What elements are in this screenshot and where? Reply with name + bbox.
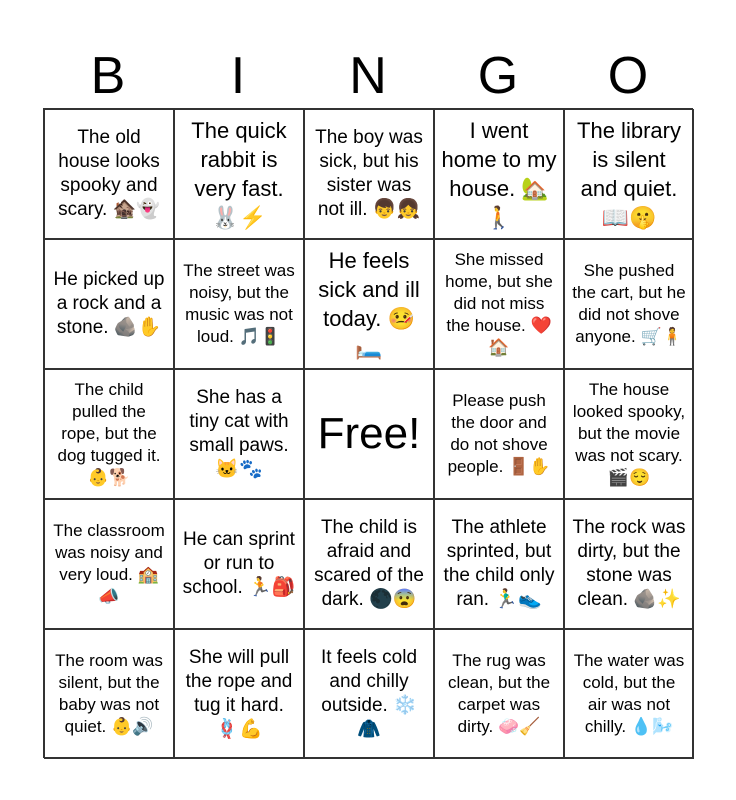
bingo-cell[interactable]: She has a tiny cat with small paws. 🐱🐾 — [174, 369, 304, 499]
bingo-cell[interactable]: The house looked spooky, but the movie was not scary. 🎬😌 — [564, 369, 694, 499]
bingo-cell[interactable]: Please push the door and do not shove people. 🚪✋ — [434, 369, 564, 499]
bingo-cell[interactable]: She missed home, but she did not miss the house. ❤️🏠 — [434, 239, 564, 369]
bingo-cell[interactable]: The old house looks spooky and scary. 🏚️👻 — [44, 109, 174, 239]
free-space[interactable]: Free! — [304, 369, 434, 499]
bingo-cell[interactable]: The library is silent and quiet. 📖🤫 — [564, 109, 694, 239]
bingo-cell[interactable]: He feels sick and ill today. 🤒🛏️ — [304, 239, 434, 369]
bingo-cell[interactable]: The child is afraid and scared of the dark. 🌑😨 — [304, 499, 434, 629]
bingo-cell[interactable]: The rug was clean, but the carpet was dirty. 🧼🧹 — [434, 629, 564, 759]
header-letter-g: G — [477, 47, 519, 105]
bingo-cell[interactable]: The child pulled the rope, but the dog tugged it. 👶🐕 — [44, 369, 174, 499]
bingo-cell[interactable]: She pushed the cart, but he did not shove anyone. 🛒🧍 — [564, 239, 694, 369]
bingo-cell[interactable]: The room was silent, but the baby was not quiet. 👶🔊 — [44, 629, 174, 759]
bingo-cell[interactable]: The boy was sick, but his sister was not ill. 👦👧 — [304, 109, 434, 239]
bingo-cell[interactable]: The classroom was noisy and very loud. 🏫📣 — [44, 499, 174, 629]
bingo-cell[interactable]: The rock was dirty, but the stone was clean. 🪨✨ — [564, 499, 694, 629]
bingo-board — [43, 108, 693, 758]
header-letter-n: N — [349, 47, 387, 105]
bingo-cell[interactable]: The athlete sprinted, but the child only ran. 🏃‍♂️👟 — [434, 499, 564, 629]
bingo-cell[interactable]: I went home to my house. 🏡🚶 — [434, 109, 564, 239]
bingo-cell[interactable]: The street was noisy, but the music was not loud. 🎵🚦 — [174, 239, 304, 369]
bingo-cell[interactable]: He picked up a rock and a stone. 🪨✋ — [44, 239, 174, 369]
bingo-cell[interactable]: The water was cold, but the air was not chilly. 💧🌬️ — [564, 629, 694, 759]
header-letter-i: I — [230, 47, 246, 105]
bingo-cell[interactable]: He can sprint or run to school. 🏃🎒 — [174, 499, 304, 629]
bingo-cell[interactable]: The quick rabbit is very fast. 🐰⚡ — [174, 109, 304, 239]
header-letter-o: O — [607, 47, 649, 105]
header-letter-b: B — [90, 47, 126, 105]
bingo-cell[interactable]: It feels cold and chilly outside. ❄️🧥 — [304, 629, 434, 759]
bingo-cell[interactable]: She will pull the rope and tug it hard. 🪢💪 — [174, 629, 304, 759]
bingo-header — [43, 44, 693, 108]
